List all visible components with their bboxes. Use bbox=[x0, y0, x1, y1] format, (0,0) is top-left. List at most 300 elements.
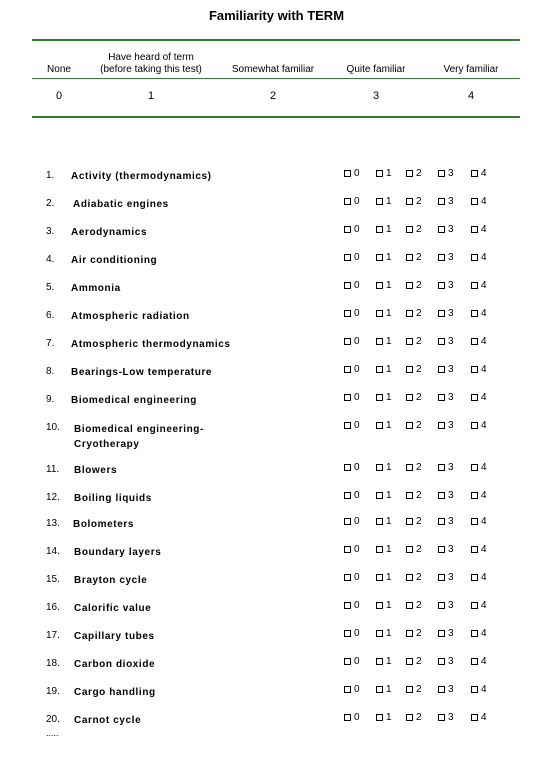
rating-option-4[interactable] bbox=[471, 600, 503, 612]
rating-option-4[interactable] bbox=[471, 308, 503, 320]
rating-option-2[interactable] bbox=[406, 392, 438, 404]
rating-option-2[interactable] bbox=[406, 336, 438, 348]
rating-option-label: 1 bbox=[386, 224, 392, 235]
rating-option-0[interactable] bbox=[344, 656, 376, 668]
checkbox-icon[interactable] bbox=[406, 574, 413, 581]
scale-value-0: 0 bbox=[55, 90, 63, 102]
rating-option-label: 1 bbox=[386, 252, 392, 263]
item-term: Boiling liquids bbox=[74, 493, 152, 504]
item-term: Boundary layers bbox=[74, 547, 162, 558]
rating-option-0[interactable] bbox=[344, 308, 376, 320]
rating-option-label: 0 bbox=[354, 516, 360, 527]
rating-option-4[interactable] bbox=[471, 168, 503, 180]
checkbox-icon[interactable] bbox=[438, 658, 445, 665]
list-item bbox=[0, 394, 553, 422]
rating-option-0[interactable] bbox=[344, 600, 376, 612]
checkbox-icon[interactable] bbox=[344, 714, 351, 721]
checkbox-icon[interactable] bbox=[438, 422, 445, 429]
checkbox-icon[interactable] bbox=[406, 254, 413, 261]
rating-option-label: 4 bbox=[481, 392, 487, 403]
rating-option-label: 3 bbox=[448, 420, 454, 431]
checkbox-icon[interactable] bbox=[376, 714, 383, 721]
rating-option-2[interactable] bbox=[406, 280, 438, 292]
rating-option-2[interactable] bbox=[406, 656, 438, 668]
checkbox-icon[interactable] bbox=[376, 546, 383, 553]
checkbox-icon[interactable] bbox=[471, 518, 478, 525]
rating-option-1[interactable] bbox=[376, 656, 408, 668]
rating-option-0[interactable] bbox=[344, 572, 376, 584]
rating-option-2[interactable] bbox=[406, 462, 438, 474]
rating-option-label: 4 bbox=[481, 252, 487, 263]
rating-option-label: 0 bbox=[354, 490, 360, 501]
item-number: 19. bbox=[46, 686, 60, 697]
rating-option-label: 2 bbox=[416, 420, 422, 431]
rating-option-1[interactable] bbox=[376, 684, 408, 696]
checkbox-icon[interactable] bbox=[344, 602, 351, 609]
checkbox-icon[interactable] bbox=[376, 338, 383, 345]
checkbox-icon[interactable] bbox=[438, 366, 445, 373]
item-term: Capillary tubes bbox=[74, 631, 155, 642]
rating-option-label: 1 bbox=[386, 572, 392, 583]
rating-option-label: 3 bbox=[448, 684, 454, 695]
rating-option-3[interactable] bbox=[438, 168, 470, 180]
rating-option-2[interactable] bbox=[406, 628, 438, 640]
item-number: 5. bbox=[46, 282, 55, 293]
checkbox-icon[interactable] bbox=[471, 714, 478, 721]
rating-option-label: 0 bbox=[354, 684, 360, 695]
checkbox-icon[interactable] bbox=[406, 686, 413, 693]
rating-option-1[interactable] bbox=[376, 168, 408, 180]
rating-option-label: 4 bbox=[481, 516, 487, 527]
rating-option-0[interactable] bbox=[344, 420, 376, 432]
rating-option-3[interactable] bbox=[438, 392, 470, 404]
rating-option-label: 4 bbox=[481, 280, 487, 291]
rating-option-label: 0 bbox=[354, 168, 360, 179]
item-term: Blowers bbox=[74, 465, 118, 476]
checkbox-icon[interactable] bbox=[438, 574, 445, 581]
rating-option-2[interactable] bbox=[406, 600, 438, 612]
rating-option-0[interactable] bbox=[344, 196, 376, 208]
checkbox-icon[interactable] bbox=[406, 658, 413, 665]
checkbox-icon[interactable] bbox=[344, 686, 351, 693]
checkbox-icon[interactable] bbox=[344, 310, 351, 317]
rating-option-label: 3 bbox=[448, 392, 454, 403]
rating-option-3[interactable] bbox=[438, 490, 470, 502]
rating-option-0[interactable] bbox=[344, 364, 376, 376]
checkbox-icon[interactable] bbox=[471, 282, 478, 289]
checkbox-icon[interactable] bbox=[376, 658, 383, 665]
checkbox-icon[interactable] bbox=[471, 254, 478, 261]
checkbox-icon[interactable] bbox=[406, 518, 413, 525]
rating-option-label: 4 bbox=[481, 420, 487, 431]
checkbox-icon[interactable] bbox=[438, 282, 445, 289]
rating-option-label: 3 bbox=[448, 572, 454, 583]
rating-option-label: 0 bbox=[354, 656, 360, 667]
rating-option-1[interactable] bbox=[376, 572, 408, 584]
checkbox-icon[interactable] bbox=[438, 394, 445, 401]
rating-option-label: 2 bbox=[416, 572, 422, 583]
rating-option-label: 2 bbox=[416, 516, 422, 527]
rating-option-4[interactable] bbox=[471, 196, 503, 208]
item-term: Aerodynamics bbox=[71, 227, 148, 238]
rating-option-1[interactable] bbox=[376, 712, 408, 724]
rating-option-3[interactable] bbox=[438, 336, 470, 348]
rating-option-3[interactable] bbox=[438, 712, 470, 724]
rating-option-4[interactable] bbox=[471, 684, 503, 696]
rating-option-label: 0 bbox=[354, 308, 360, 319]
rating-option-label: 0 bbox=[354, 392, 360, 403]
checkbox-icon[interactable] bbox=[438, 338, 445, 345]
checkbox-icon[interactable] bbox=[344, 658, 351, 665]
rating-option-0[interactable] bbox=[344, 490, 376, 502]
checkbox-icon[interactable] bbox=[471, 198, 478, 205]
checkbox-icon[interactable] bbox=[406, 310, 413, 317]
checkbox-icon[interactable] bbox=[344, 338, 351, 345]
rating-option-label: 1 bbox=[386, 462, 392, 473]
rating-option-label: 2 bbox=[416, 656, 422, 667]
checkbox-icon[interactable] bbox=[438, 714, 445, 721]
item-number: 7. bbox=[46, 338, 55, 349]
rating-option-1[interactable] bbox=[376, 196, 408, 208]
item-term: Carbon dioxide bbox=[74, 659, 156, 670]
list-item bbox=[0, 310, 553, 338]
rating-option-1[interactable] bbox=[376, 280, 408, 292]
list-item bbox=[0, 226, 553, 254]
rating-option-1[interactable] bbox=[376, 392, 408, 404]
rating-option-3[interactable] bbox=[438, 280, 470, 292]
checkbox-icon[interactable] bbox=[438, 686, 445, 693]
rating-option-4[interactable] bbox=[471, 280, 503, 292]
rating-option-4[interactable] bbox=[471, 392, 503, 404]
rating-option-label: 2 bbox=[416, 628, 422, 639]
item-number: 12. bbox=[46, 492, 60, 503]
rating-option-3[interactable] bbox=[438, 544, 470, 556]
checkbox-icon[interactable] bbox=[471, 602, 478, 609]
rating-option-0[interactable] bbox=[344, 336, 376, 348]
rating-option-label: 1 bbox=[386, 196, 392, 207]
checkbox-icon[interactable] bbox=[471, 226, 478, 233]
checkbox-icon[interactable] bbox=[438, 464, 445, 471]
scale-header-very: Very familiar bbox=[443, 64, 499, 75]
list-item bbox=[0, 574, 553, 602]
rating-option-2[interactable] bbox=[406, 572, 438, 584]
item-number: 4. bbox=[46, 254, 55, 265]
checkbox-icon[interactable] bbox=[376, 464, 383, 471]
checkbox-icon[interactable] bbox=[344, 226, 351, 233]
checkbox-icon[interactable] bbox=[438, 198, 445, 205]
rating-option-2[interactable] bbox=[406, 224, 438, 236]
checkbox-icon[interactable] bbox=[376, 394, 383, 401]
checkbox-icon[interactable] bbox=[471, 658, 478, 665]
rating-option-2[interactable] bbox=[406, 196, 438, 208]
rating-option-2[interactable] bbox=[406, 308, 438, 320]
rating-option-label: 1 bbox=[386, 600, 392, 611]
rating-option-4[interactable] bbox=[471, 490, 503, 502]
checkbox-icon[interactable] bbox=[344, 492, 351, 499]
checkbox-icon[interactable] bbox=[406, 338, 413, 345]
checkbox-icon[interactable] bbox=[376, 198, 383, 205]
checkbox-icon[interactable] bbox=[344, 546, 351, 553]
checkbox-icon[interactable] bbox=[344, 518, 351, 525]
rating-option-2[interactable] bbox=[406, 364, 438, 376]
item-term: Bearings-Low temperature bbox=[71, 367, 213, 378]
checkbox-icon[interactable] bbox=[406, 546, 413, 553]
checkbox-icon[interactable] bbox=[406, 366, 413, 373]
rating-option-4[interactable] bbox=[471, 516, 503, 528]
rating-option-4[interactable] bbox=[471, 656, 503, 668]
rating-option-2[interactable] bbox=[406, 684, 438, 696]
checkbox-icon[interactable] bbox=[344, 574, 351, 581]
rating-option-label: 1 bbox=[386, 280, 392, 291]
rating-option-1[interactable] bbox=[376, 516, 408, 528]
rating-option-4[interactable] bbox=[471, 712, 503, 724]
checkbox-icon[interactable] bbox=[406, 282, 413, 289]
checkbox-icon[interactable] bbox=[471, 422, 478, 429]
rating-option-label: 0 bbox=[354, 364, 360, 375]
rating-option-0[interactable] bbox=[344, 224, 376, 236]
rating-option-0[interactable] bbox=[344, 280, 376, 292]
checkbox-icon[interactable] bbox=[376, 574, 383, 581]
list-item bbox=[0, 630, 553, 658]
checkbox-icon[interactable] bbox=[406, 602, 413, 609]
checkbox-icon[interactable] bbox=[471, 394, 478, 401]
rating-option-label: 0 bbox=[354, 462, 360, 473]
item-term: Adiabatic engines bbox=[73, 199, 169, 210]
rating-option-2[interactable] bbox=[406, 544, 438, 556]
item-number: 20. bbox=[46, 714, 60, 725]
checkbox-icon[interactable] bbox=[376, 422, 383, 429]
rating-option-label: 4 bbox=[481, 490, 487, 501]
checkbox-icon[interactable] bbox=[406, 198, 413, 205]
checkbox-icon[interactable] bbox=[406, 422, 413, 429]
checkbox-icon[interactable] bbox=[406, 226, 413, 233]
rating-option-label: 4 bbox=[481, 364, 487, 375]
rating-option-label: 1 bbox=[386, 420, 392, 431]
rating-option-1[interactable] bbox=[376, 336, 408, 348]
checkbox-icon[interactable] bbox=[438, 310, 445, 317]
item-number: 17. bbox=[46, 630, 60, 641]
item-term: Activity (thermodynamics) bbox=[71, 171, 212, 182]
rating-option-label: 4 bbox=[481, 224, 487, 235]
rating-option-label: 3 bbox=[448, 280, 454, 291]
checkbox-icon[interactable] bbox=[471, 366, 478, 373]
rating-option-3[interactable] bbox=[438, 224, 470, 236]
rating-option-2[interactable] bbox=[406, 168, 438, 180]
rating-option-0[interactable] bbox=[344, 516, 376, 528]
rating-option-4[interactable] bbox=[471, 336, 503, 348]
checkbox-icon[interactable] bbox=[344, 630, 351, 637]
rating-option-label: 2 bbox=[416, 364, 422, 375]
rating-option-label: 0 bbox=[354, 420, 360, 431]
item-number: 6. bbox=[46, 310, 55, 321]
item-number: 14. bbox=[46, 546, 60, 557]
rating-option-4[interactable] bbox=[471, 628, 503, 640]
header-divider bbox=[32, 78, 520, 79]
checkbox-icon[interactable] bbox=[406, 394, 413, 401]
rating-option-0[interactable] bbox=[344, 628, 376, 640]
rating-option-label: 2 bbox=[416, 712, 422, 723]
rating-option-2[interactable] bbox=[406, 252, 438, 264]
checkbox-icon[interactable] bbox=[344, 464, 351, 471]
checkbox-icon[interactable] bbox=[438, 254, 445, 261]
checkbox-icon[interactable] bbox=[344, 422, 351, 429]
rating-option-label: 1 bbox=[386, 712, 392, 723]
rating-option-4[interactable] bbox=[471, 462, 503, 474]
rating-option-label: 1 bbox=[386, 336, 392, 347]
checkbox-icon[interactable] bbox=[438, 630, 445, 637]
rating-option-3[interactable] bbox=[438, 420, 470, 432]
rating-option-label: 4 bbox=[481, 656, 487, 667]
rating-option-1[interactable] bbox=[376, 490, 408, 502]
rating-option-label: 0 bbox=[354, 628, 360, 639]
checkbox-icon[interactable] bbox=[406, 492, 413, 499]
checkbox-icon[interactable] bbox=[344, 394, 351, 401]
checkbox-icon[interactable] bbox=[376, 226, 383, 233]
item-number: 18. bbox=[46, 658, 60, 669]
checkbox-icon[interactable] bbox=[471, 338, 478, 345]
rating-option-label: 0 bbox=[354, 252, 360, 263]
rating-option-label: 0 bbox=[354, 224, 360, 235]
rating-option-0[interactable] bbox=[344, 462, 376, 474]
rating-option-1[interactable] bbox=[376, 364, 408, 376]
rating-option-0[interactable] bbox=[344, 712, 376, 724]
rating-option-0[interactable] bbox=[344, 544, 376, 556]
rating-option-1[interactable] bbox=[376, 420, 408, 432]
checkbox-icon[interactable] bbox=[376, 254, 383, 261]
checkbox-icon[interactable] bbox=[376, 492, 383, 499]
rating-option-3[interactable] bbox=[438, 572, 470, 584]
checkbox-icon[interactable] bbox=[471, 492, 478, 499]
checkbox-icon[interactable] bbox=[438, 546, 445, 553]
rating-option-3[interactable] bbox=[438, 628, 470, 640]
rating-option-2[interactable] bbox=[406, 490, 438, 502]
rating-option-3[interactable] bbox=[438, 684, 470, 696]
rating-option-label: 1 bbox=[386, 490, 392, 501]
rating-option-label: 4 bbox=[481, 196, 487, 207]
rating-option-4[interactable] bbox=[471, 572, 503, 584]
rating-option-1[interactable] bbox=[376, 224, 408, 236]
scale-header-quite: Quite familiar bbox=[346, 64, 406, 75]
checkbox-icon[interactable] bbox=[376, 170, 383, 177]
rating-option-0[interactable] bbox=[344, 168, 376, 180]
checkbox-icon[interactable] bbox=[344, 366, 351, 373]
rating-option-3[interactable] bbox=[438, 196, 470, 208]
list-item bbox=[0, 658, 553, 686]
rating-option-4[interactable] bbox=[471, 364, 503, 376]
checkbox-icon[interactable] bbox=[438, 518, 445, 525]
list-item bbox=[0, 170, 553, 198]
rating-option-4[interactable] bbox=[471, 252, 503, 264]
checkbox-icon[interactable] bbox=[471, 546, 478, 553]
checkbox-icon[interactable] bbox=[344, 282, 351, 289]
checkbox-icon[interactable] bbox=[344, 198, 351, 205]
rating-option-2[interactable] bbox=[406, 420, 438, 432]
checkbox-icon[interactable] bbox=[438, 492, 445, 499]
rating-option-0[interactable] bbox=[344, 684, 376, 696]
rating-option-2[interactable] bbox=[406, 516, 438, 528]
checkbox-icon[interactable] bbox=[376, 518, 383, 525]
rating-option-label: 3 bbox=[448, 252, 454, 263]
rating-option-0[interactable] bbox=[344, 252, 376, 264]
checkbox-icon[interactable] bbox=[376, 602, 383, 609]
rating-option-1[interactable] bbox=[376, 544, 408, 556]
top-divider bbox=[32, 39, 520, 41]
checkbox-icon[interactable] bbox=[438, 226, 445, 233]
rating-option-label: 2 bbox=[416, 224, 422, 235]
item-term: Cargo handling bbox=[74, 687, 156, 698]
rating-option-3[interactable] bbox=[438, 462, 470, 474]
rating-option-1[interactable] bbox=[376, 252, 408, 264]
checkbox-icon[interactable] bbox=[471, 686, 478, 693]
checkbox-icon[interactable] bbox=[406, 464, 413, 471]
bottom-divider bbox=[32, 116, 520, 118]
item-number: 1. bbox=[46, 170, 55, 181]
rating-option-3[interactable] bbox=[438, 656, 470, 668]
rating-option-4[interactable] bbox=[471, 544, 503, 556]
checkbox-icon[interactable] bbox=[438, 170, 445, 177]
rating-option-3[interactable] bbox=[438, 252, 470, 264]
rating-option-label: 2 bbox=[416, 684, 422, 695]
checkbox-icon[interactable] bbox=[376, 366, 383, 373]
scale-header-none: None bbox=[47, 64, 71, 75]
rating-option-label: 1 bbox=[386, 392, 392, 403]
item-number: 16. bbox=[46, 602, 60, 613]
rating-option-3[interactable] bbox=[438, 516, 470, 528]
rating-option-3[interactable] bbox=[438, 600, 470, 612]
item-number: 11. bbox=[46, 464, 60, 475]
rating-option-label: 3 bbox=[448, 336, 454, 347]
checkbox-icon[interactable] bbox=[376, 282, 383, 289]
rating-option-label: 4 bbox=[481, 600, 487, 611]
checkbox-icon[interactable] bbox=[376, 630, 383, 637]
rating-option-0[interactable] bbox=[344, 392, 376, 404]
rating-option-2[interactable] bbox=[406, 712, 438, 724]
scale-value-2: 2 bbox=[269, 90, 277, 102]
rating-option-1[interactable] bbox=[376, 308, 408, 320]
checkbox-icon[interactable] bbox=[406, 170, 413, 177]
checkbox-icon[interactable] bbox=[471, 310, 478, 317]
checkbox-icon[interactable] bbox=[344, 170, 351, 177]
rating-option-1[interactable] bbox=[376, 600, 408, 612]
page-title: Familiarity with TERM bbox=[208, 8, 345, 23]
rating-option-label: 4 bbox=[481, 308, 487, 319]
rating-option-label: 3 bbox=[448, 712, 454, 723]
rating-option-label: 1 bbox=[386, 656, 392, 667]
rating-option-3[interactable] bbox=[438, 364, 470, 376]
rating-option-label: 3 bbox=[448, 544, 454, 555]
checkbox-icon[interactable] bbox=[406, 630, 413, 637]
rating-option-label: 3 bbox=[448, 224, 454, 235]
checkbox-icon[interactable] bbox=[344, 254, 351, 261]
rating-option-1[interactable] bbox=[376, 462, 408, 474]
checkbox-icon[interactable] bbox=[376, 686, 383, 693]
rating-option-1[interactable] bbox=[376, 628, 408, 640]
rating-option-3[interactable] bbox=[438, 308, 470, 320]
rating-option-label: 1 bbox=[386, 516, 392, 527]
rating-option-4[interactable] bbox=[471, 224, 503, 236]
checkbox-icon[interactable] bbox=[471, 170, 478, 177]
checkbox-icon[interactable] bbox=[471, 630, 478, 637]
scale-header-heard: Have heard of term (before taking this test) bbox=[100, 52, 202, 75]
rating-option-4[interactable] bbox=[471, 420, 503, 432]
list-item bbox=[0, 686, 553, 714]
checkbox-icon[interactable] bbox=[438, 602, 445, 609]
checkbox-icon[interactable] bbox=[406, 714, 413, 721]
checkbox-icon[interactable] bbox=[376, 310, 383, 317]
item-term: Air conditioning bbox=[71, 255, 158, 266]
checkbox-icon[interactable] bbox=[471, 464, 478, 471]
checkbox-icon[interactable] bbox=[471, 574, 478, 581]
